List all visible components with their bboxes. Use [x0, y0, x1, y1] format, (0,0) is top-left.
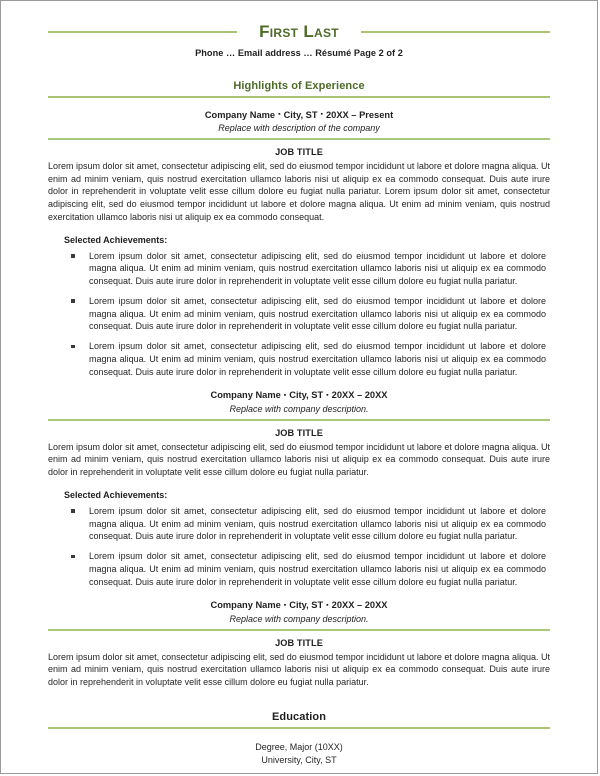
- page-title: First Last: [259, 22, 339, 41]
- achievements-heading: Selected Achievements:: [64, 234, 168, 245]
- company-description: Replace with description of the company: [218, 123, 380, 134]
- list-item: [48, 505, 550, 543]
- company-block: [48, 109, 550, 379]
- list-item: [48, 550, 550, 588]
- job-title: JOB TITLE: [275, 146, 323, 157]
- separator-square-icon: ▪: [320, 111, 323, 119]
- company-rule: [48, 629, 550, 630]
- education-details: [48, 741, 550, 767]
- company-rule: [48, 419, 550, 420]
- section-heading-education: Education: [271, 710, 327, 723]
- separator-square-icon: ▪: [326, 601, 329, 609]
- job-paragraph: Lorem ipsum dolor sit amet, consectetur adipiscing elit, sed do eiusmod tempor incididunt ut labore et dolore magna aliqua. Ut enim ad minim veniam, quis nostrud exercitation ullamco laboris nisi ut aliquip ex ea commodo consequat. Duis aute irure dolor in reprehenderit in voluptate velit esse cillum dolore eu fugiat nulla pariatur.: [48, 651, 550, 688]
- header-rule-left: [48, 31, 237, 33]
- company-name: Company Name: [210, 390, 281, 401]
- header-rule-right: [361, 31, 550, 33]
- separator-square-icon: ▪: [278, 111, 281, 119]
- company-dates: 20XX – 20XX: [331, 600, 388, 611]
- section-rule-education: [48, 727, 550, 729]
- company-dates: 20XX – Present: [325, 109, 394, 120]
- list-item-text: Lorem ipsum dolor sit amet, consectetur adipiscing elit, sed do eiusmod tempor incididunt ut labore et dolore magna aliqua. Ut enim ad minim veniam, quis nostrud exercitation ullamco laboris nisi ut aliquip ex ea commodo consequat. Duis aute irure dolor in reprehenderit in voluptate velit esse cillum dolore eu fugiat nulla pariatur.: [89, 551, 546, 587]
- square-bullet-icon: [71, 345, 75, 349]
- job-paragraph: Lorem ipsum dolor sit amet, consectetur adipiscing elit, sed do eiusmod tempor incididunt ut labore et dolore magna aliqua. Ut enim ad minim veniam, quis nostrud exercitation ullamco laboris nisi ut aliquip ex ea commodo consequat. Duis aute irure dolor in reprehenderit in voluptate velit esse cillum dolore eu fugiat nulla pariatur. Lorem ipsum dolor sit amet, consectetur adipiscing elit, sed do eiusmod tempor incididunt ut labore et dolore magna aliqua. Ut enim ad minim veniam, quis nostrud exercitation ullamco laboris nisi ut aliquip ex ea commodo consequat.: [48, 160, 550, 222]
- separator-square-icon: ▪: [283, 601, 287, 609]
- job-title: JOB TITLE: [275, 637, 323, 648]
- company-location: City, ST: [283, 109, 318, 120]
- square-bullet-icon: [71, 299, 75, 303]
- separator-square-icon: ▪: [326, 391, 329, 399]
- company-header-line: [48, 109, 550, 122]
- company-description: Replace with company description.: [229, 614, 369, 624]
- achievements-heading: Selected Achievements:: [64, 489, 168, 500]
- company-rule: [48, 138, 550, 139]
- education-degree: Degree, Major (10XX): [255, 741, 343, 752]
- company-location: City, ST: [289, 600, 324, 611]
- section-rule-experience: [48, 96, 550, 98]
- section-experience: [48, 80, 550, 689]
- list-item: [48, 340, 550, 378]
- company-header-line: [48, 599, 550, 612]
- job-paragraph: Lorem ipsum dolor sit amet, consectetur adipiscing elit, sed do eiusmod tempor incididunt ut labore et dolore magna aliqua. Ut enim ad minim veniam, quis nostrud exercitation ullamco laboris nisi ut aliquip ex ea commodo consequat. Duis aute irure dolor in reprehenderit in voluptate velit esse cillum dolore eu fugiat nulla pariatur.: [48, 441, 550, 478]
- list-item: [48, 250, 550, 288]
- separator-square-icon: ▪: [283, 391, 287, 399]
- square-bullet-icon: [71, 509, 75, 513]
- section-heading-experience: Highlights of Experience: [233, 79, 365, 92]
- company-dates: 20XX – 20XX: [331, 390, 388, 401]
- page-content: [1, 1, 597, 767]
- list-item-text: Lorem ipsum dolor sit amet, consectetur adipiscing elit, sed do eiusmod tempor incididunt ut labore et dolore magna aliqua. Ut enim ad minim veniam, quis nostrud exercitation ullamco laboris nisi ut aliquip ex ea commodo consequat. Duis aute irure dolor in reprehenderit in voluptate velit esse cillum dolore eu fugiat nulla pariatur.: [89, 250, 546, 287]
- document-header: [48, 1, 550, 58]
- company-location: City, ST: [289, 390, 324, 401]
- company-header-line: [48, 389, 550, 402]
- square-bullet-icon: [71, 254, 75, 258]
- job-title: JOB TITLE: [275, 427, 323, 438]
- list-item-text: Lorem ipsum dolor sit amet, consectetur adipiscing elit, sed do eiusmod tempor incididunt ut labore et dolore magna aliqua. Ut enim ad minim veniam, quis nostrud exercitation ullamco laboris nisi ut aliquip ex ea commodo consequat. Duis aute irure dolor in reprehenderit in voluptate velit esse cillum dolore eu fugiat nulla pariatur.: [89, 341, 546, 377]
- square-bullet-icon: [71, 555, 75, 559]
- company-block: [48, 389, 550, 588]
- name-row: [48, 23, 550, 42]
- achievements-list: [48, 250, 550, 379]
- company-block: [48, 599, 550, 688]
- list-item-text: Lorem ipsum dolor sit amet, consectetur adipiscing elit, sed do eiusmod tempor incididunt ut labore et dolore magna aliqua. Ut enim ad minim veniam, quis nostrud exercitation ullamco laboris nisi ut aliquip ex ea commodo consequat. Duis aute irure dolor in reprehenderit in voluptate velit esse cillum dolore eu fugiat nulla pariatur.: [89, 505, 546, 542]
- section-education: [48, 711, 550, 767]
- company-description: Replace with company description.: [229, 404, 369, 415]
- company-name: Company Name: [204, 109, 276, 120]
- contact-line: Phone … Email address … Résumé Page 2 of 2: [195, 47, 403, 58]
- list-item: [48, 295, 550, 333]
- list-item-text: Lorem ipsum dolor sit amet, consectetur adipiscing elit, sed do eiusmod tempor incididunt ut labore et dolore magna aliqua. Ut enim ad minim veniam, quis nostrud exercitation ullamco laboris nisi ut aliquip ex ea commodo consequat. Duis aute irure dolor in reprehenderit in voluptate velit esse cillum dolore eu fugiat nulla pariatur.: [89, 295, 546, 332]
- education-school: University, City, ST: [261, 754, 337, 765]
- achievements-list: [48, 505, 550, 589]
- company-name: Company Name: [210, 600, 281, 611]
